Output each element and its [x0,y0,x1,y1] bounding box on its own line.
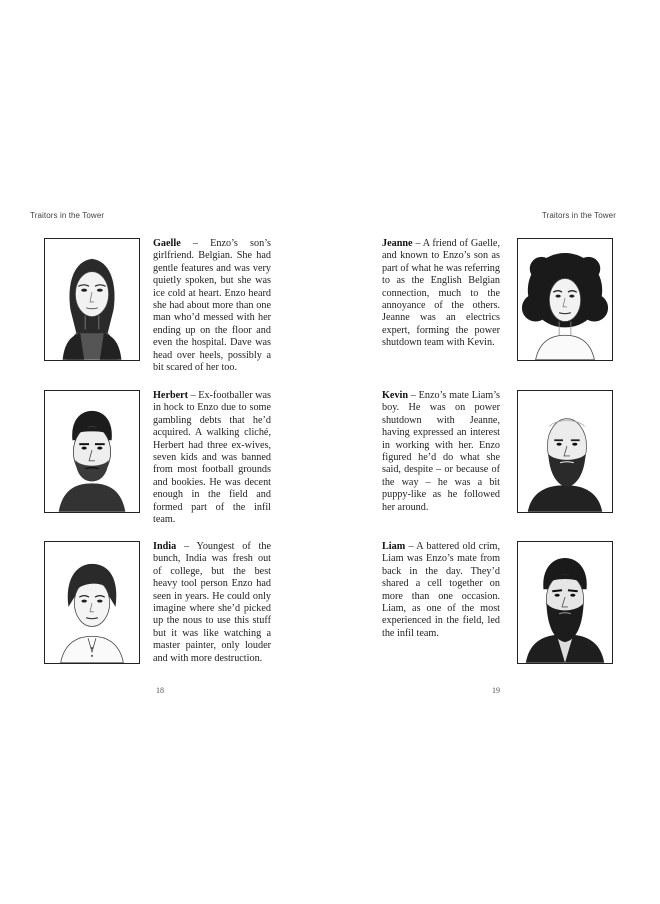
character-name: Gaelle [153,238,181,249]
page-number-left: 18 [156,686,164,695]
character-description: – A battered old crim, Liam was Enzo’s mate from back in the day. They’d shared a cell together on more than one occasion. Liam, as one of the most experienced in the field, led the infil team. [382,541,500,639]
bio-liam [382,541,500,640]
running-head-left: Traitors in the Tower [30,211,105,220]
bio-kevin [382,390,500,514]
character-name: Kevin [382,390,409,401]
jeanne-portrait-icon [517,238,613,361]
bio-india [153,541,271,665]
liam-portrait-icon [517,541,613,664]
character-name: Herbert [153,390,189,401]
gaelle-portrait-icon [44,238,140,361]
character-description: – Enzo’s mate Liam’s boy. He was on power shutdown with Jeanne, having expressed an interest in working with her. Enzo figured he’d do what she said, despite – or because of the way – he was a bit puppy-like as he followed her around. [382,390,500,513]
character-name: Liam [382,541,406,552]
character-description: – Youngest of the bunch, India was fresh out of college, but the best heavy tool person Enzo had seen in years. He could only imagine where she’d picked up the nous to use this stuff but it was like watching a master painter, only louder and with more destruction. [153,541,271,664]
character-description: – Enzo’s son’s girlfriend. Belgian. She had gentle features and was very quietly spoken, but she was ice cold at heart. Enzo heard she had about more than one man who’d messed with her ending up on the floor and even the hospital. Dave was head over heels, possibly a bit scared of her too. [153,238,271,374]
bio-herbert [153,390,271,526]
character-description: – A friend of Gaelle, and known to Enzo’s son as part of what he was referring to as the English Belgian connection, much to the annoyance of the others. Jeanne was an electrics expert, forming the power shutdown team with Kevin. [382,238,500,349]
running-head-right: Traitors in the Tower [541,211,616,220]
bio-gaelle [153,238,271,374]
character-name: India [153,541,177,552]
india-portrait-icon [44,541,140,664]
kevin-portrait-icon [517,390,613,513]
character-description: – Ex-footballer was in hock to Enzo due to some gambling debts that he’d acquired. A walking cliché, Herbert had three ex-wives, seven kids and was banned from most football grounds and bookies. He was decent enough in the field and formed part of the infil team. [153,390,271,526]
herbert-portrait-icon [44,390,140,513]
character-name: Jeanne [382,238,413,249]
page-number-right: 19 [492,686,500,695]
bio-jeanne [382,238,500,350]
